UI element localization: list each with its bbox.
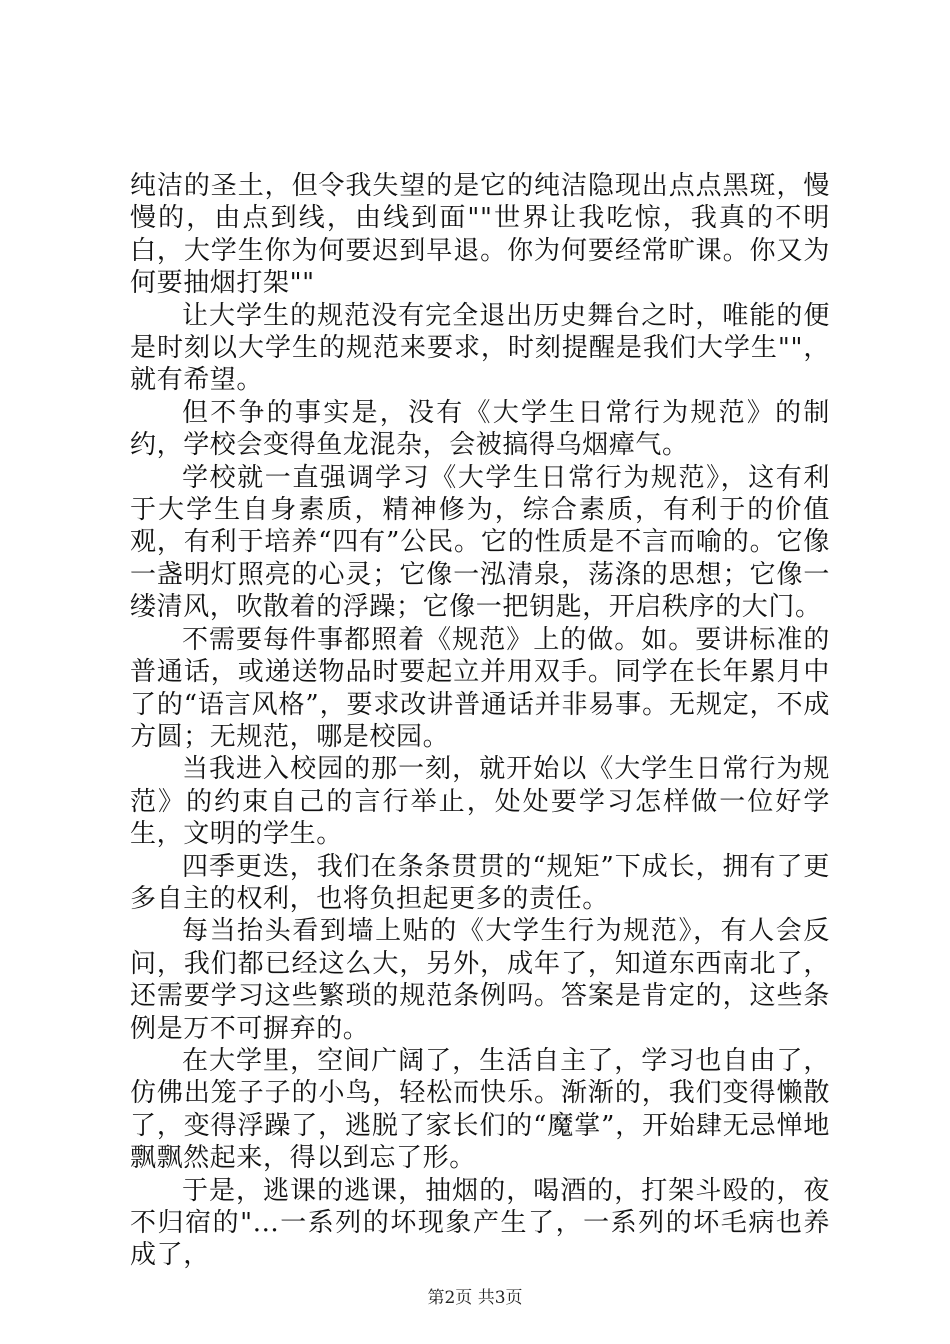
paragraph-8: 每当抬头看到墙上贴的《大学生行为规范》，有人会反问，我们都已经这么大，另外，成年了，知道东西南北了，还需要学习这些繁琐的规范条例吗。答案是肯定的，这些条例是万不可摒弃的。 <box>130 916 830 1044</box>
paragraph-9: 在大学里，空间广阔了，生活自主了，学习也自由了，仿佛出笼子子的小鸟，轻松而快乐。渐渐的，我们变得懒散了，变得浮躁了，逃脱了家长们的“魔掌”，开始肆无忌惮地飘飘然起来，得以到忘了形。 <box>130 1045 830 1174</box>
paragraph-5: 不需要每件事都照着《规范》上的做。如。要讲标准的普通话，或递送物品时要起立并用双手。同学在长年累月中了的“语言风格”，要求改讲普通话并非易事。无规定，不成方圆；无规范，哪是校园。 <box>130 624 830 752</box>
paragraph-10: 于是，逃课的逃课，抽烟的，喝酒的，打架斗殴的，夜不归宿的"...一系列的坏现象产生了，一系列的坏毛病也养成了， <box>130 1175 830 1271</box>
paragraph-2: 让大学生的规范没有完全退出历史舞台之时，唯能的便是时刻以大学生的规范来要求，时刻提醒是我们大学生""，就有希望。 <box>130 300 830 396</box>
page-number-footer: 第2页 共3页 <box>427 1288 523 1308</box>
paragraph-6: 当我进入校园的那一刻，就开始以《大学生日常行为规范》的约束自己的言行举止，处处要学习怎样做一位好学生，文明的学生。 <box>130 754 830 850</box>
paragraph-1: 纯洁的圣土，但令我失望的是它的纯洁隐现出点点黑斑，慢慢的，由点到线，由线到面""世界让我吃惊，我真的不明白，大学生你为何要迟到早退。你为何要经常旷课。你又为何要抽烟打架"" <box>130 171 830 299</box>
document-body <box>130 170 830 1272</box>
paragraph-3: 但不争的事实是，没有《大学生日常行为规范》的制约，学校会变得鱼龙混杂，会被搞得乌烟瘴气。 <box>130 397 830 461</box>
paragraph-4: 学校就一直强调学习《大学生日常行为规范》，这有利于大学生自身素质，精神修为，综合素质，有利于的价值观，有利于培养“四有”公民。它的性质是不言而喻的。它像一盏明灯照亮的心灵；它像一泓清泉，荡涤的思想；它像一缕清风，吹散着的浮躁；它像一把钥匙，开启秩序的大门。 <box>130 462 830 623</box>
paragraph-7: 四季更迭，我们在条条贯贯的“规矩”下成长，拥有了更多自主的权利，也将负担起更多的责任。 <box>130 851 830 914</box>
